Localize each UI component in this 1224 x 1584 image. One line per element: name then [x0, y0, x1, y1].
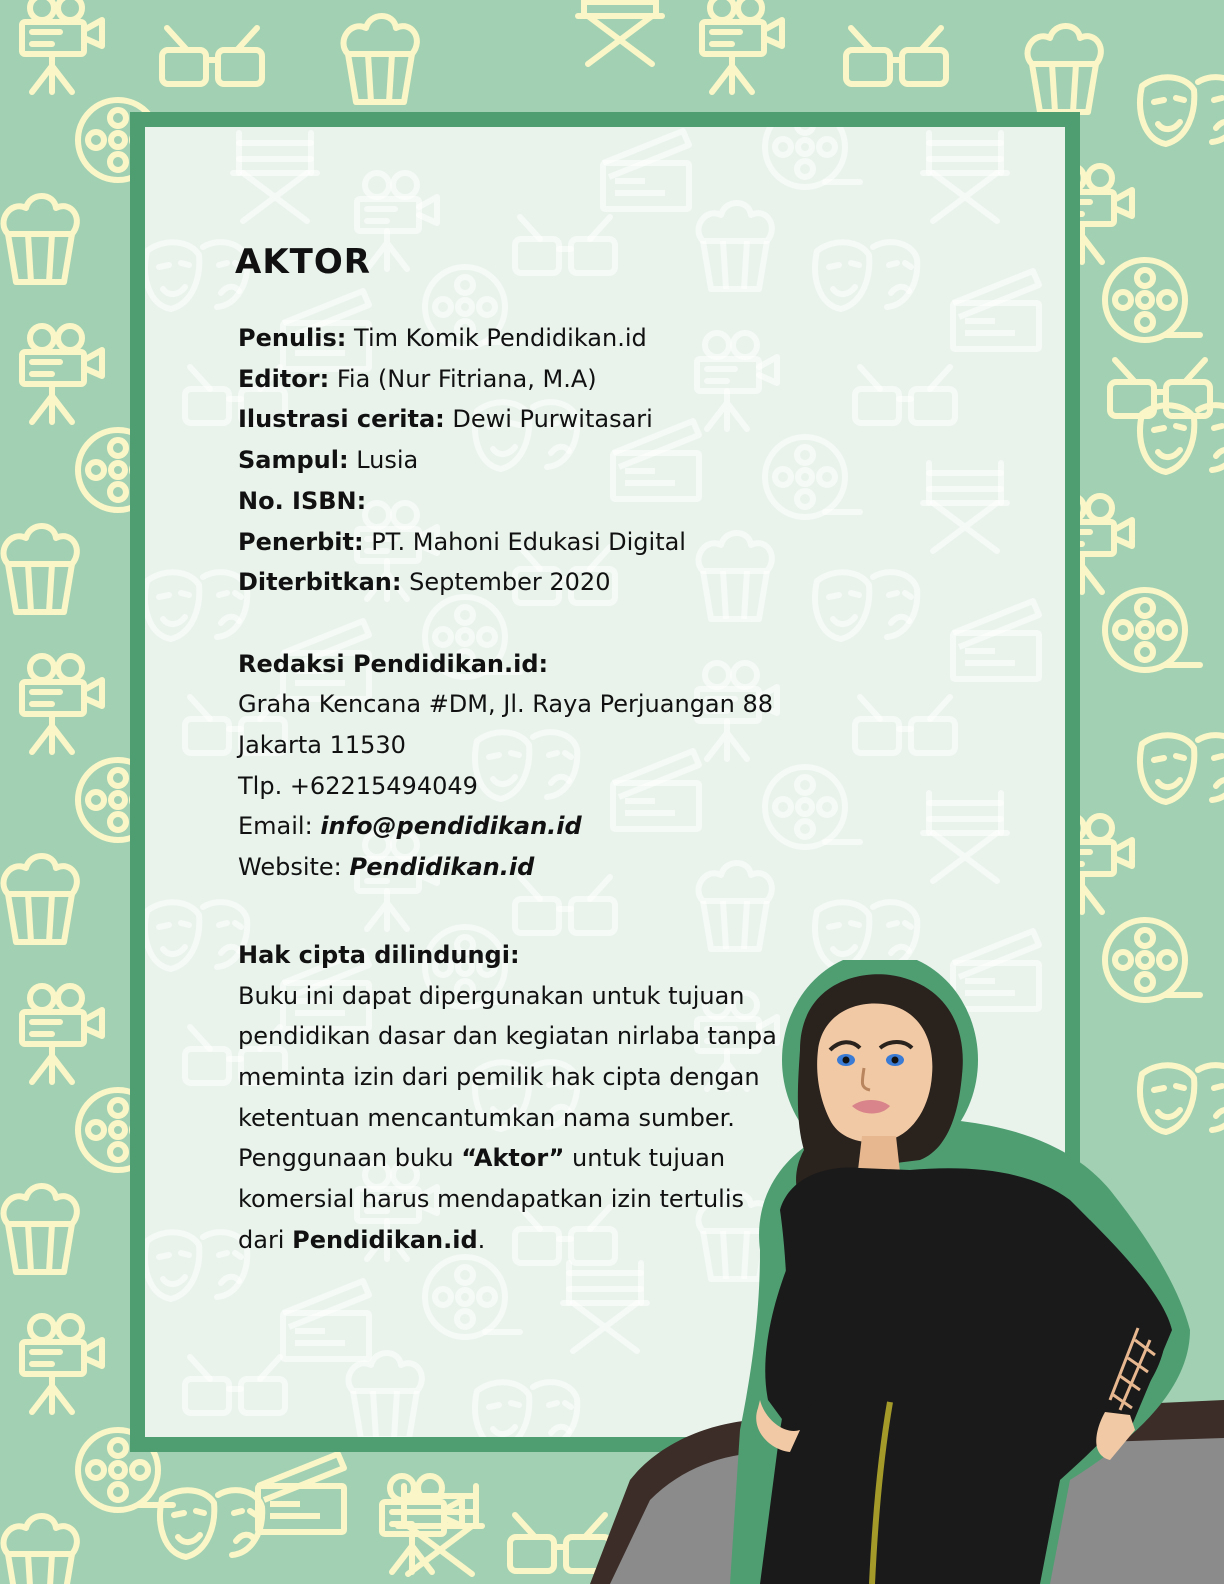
redaksi-heading [238, 644, 818, 685]
copyright-publisher: Pendidikan.id [292, 1225, 478, 1254]
credit-label: No. ISBN: [238, 486, 367, 515]
redaksi-heading-text: Redaksi Pendidikan.id: [238, 649, 549, 678]
copyright-text-part3: . [477, 1225, 486, 1254]
credit-label: Sampul: [238, 446, 349, 475]
credit-value: Dewi Purwitasari [452, 405, 653, 434]
credit-value: PT. Mahoni Edukasi Digital [371, 527, 686, 556]
credits-list [238, 318, 818, 603]
credit-writer [238, 318, 818, 359]
spacer [238, 603, 818, 644]
redaksi-address-line2: Jakarta 11530 [238, 731, 406, 760]
redaksi-email [238, 806, 818, 847]
credit-label: Ilustrasi cerita: [238, 405, 445, 434]
spacer [238, 888, 818, 935]
credit-value: September 2020 [409, 568, 611, 597]
credit-isbn [238, 481, 818, 522]
credit-publisher [238, 522, 818, 563]
redaksi-section [238, 644, 818, 888]
credit-label: Penulis: [238, 324, 347, 352]
website-link[interactable]: Pendidikan.id [349, 853, 535, 882]
face [817, 1003, 932, 1142]
credit-editor [238, 359, 818, 400]
redaksi-address-line1: Graha Kencana #DM, Jl. Raya Perjuangan 88 [238, 690, 774, 719]
actress-illustration [590, 960, 1224, 1584]
credit-label: Diterbitkan: [238, 568, 402, 597]
copyright-text-part1: Buku ini dapat dipergunakan untuk tujuan pendidikan dasar dan kegiatan nirlaba tanpa meminta izin dari pemilik hak cipta dengan ketentuan mencantumkan nama sumber. Penggunaan buku [238, 981, 785, 1173]
copyright-book-name: “Aktor” [461, 1144, 565, 1173]
credit-label: Penerbit: [238, 527, 364, 556]
credit-value: Lusia [356, 446, 419, 475]
copyright-heading-text: Hak cipta dilindungi: [238, 940, 520, 969]
credit-published-date [238, 562, 818, 603]
credit-label: Editor: [238, 364, 330, 393]
email-label: Email: [238, 812, 321, 841]
redaksi-phone: Tlp. +62215494049 [238, 771, 478, 800]
credit-value: Fia (Nur Fitriana, M.A) [336, 364, 597, 393]
book-title: AKTOR [235, 242, 371, 282]
copyright-text-part2: untuk tujuan komersial harus mendapatkan izin tertulis dari [238, 1144, 752, 1254]
credit-value: Tim Komik Pendidikan.id [354, 324, 647, 352]
email-link[interactable]: info@pendidikan.id [320, 812, 582, 841]
website-label: Website: [238, 853, 350, 882]
credit-illustrator [238, 399, 818, 440]
credit-cover [238, 440, 818, 481]
redaksi-website [238, 847, 818, 888]
